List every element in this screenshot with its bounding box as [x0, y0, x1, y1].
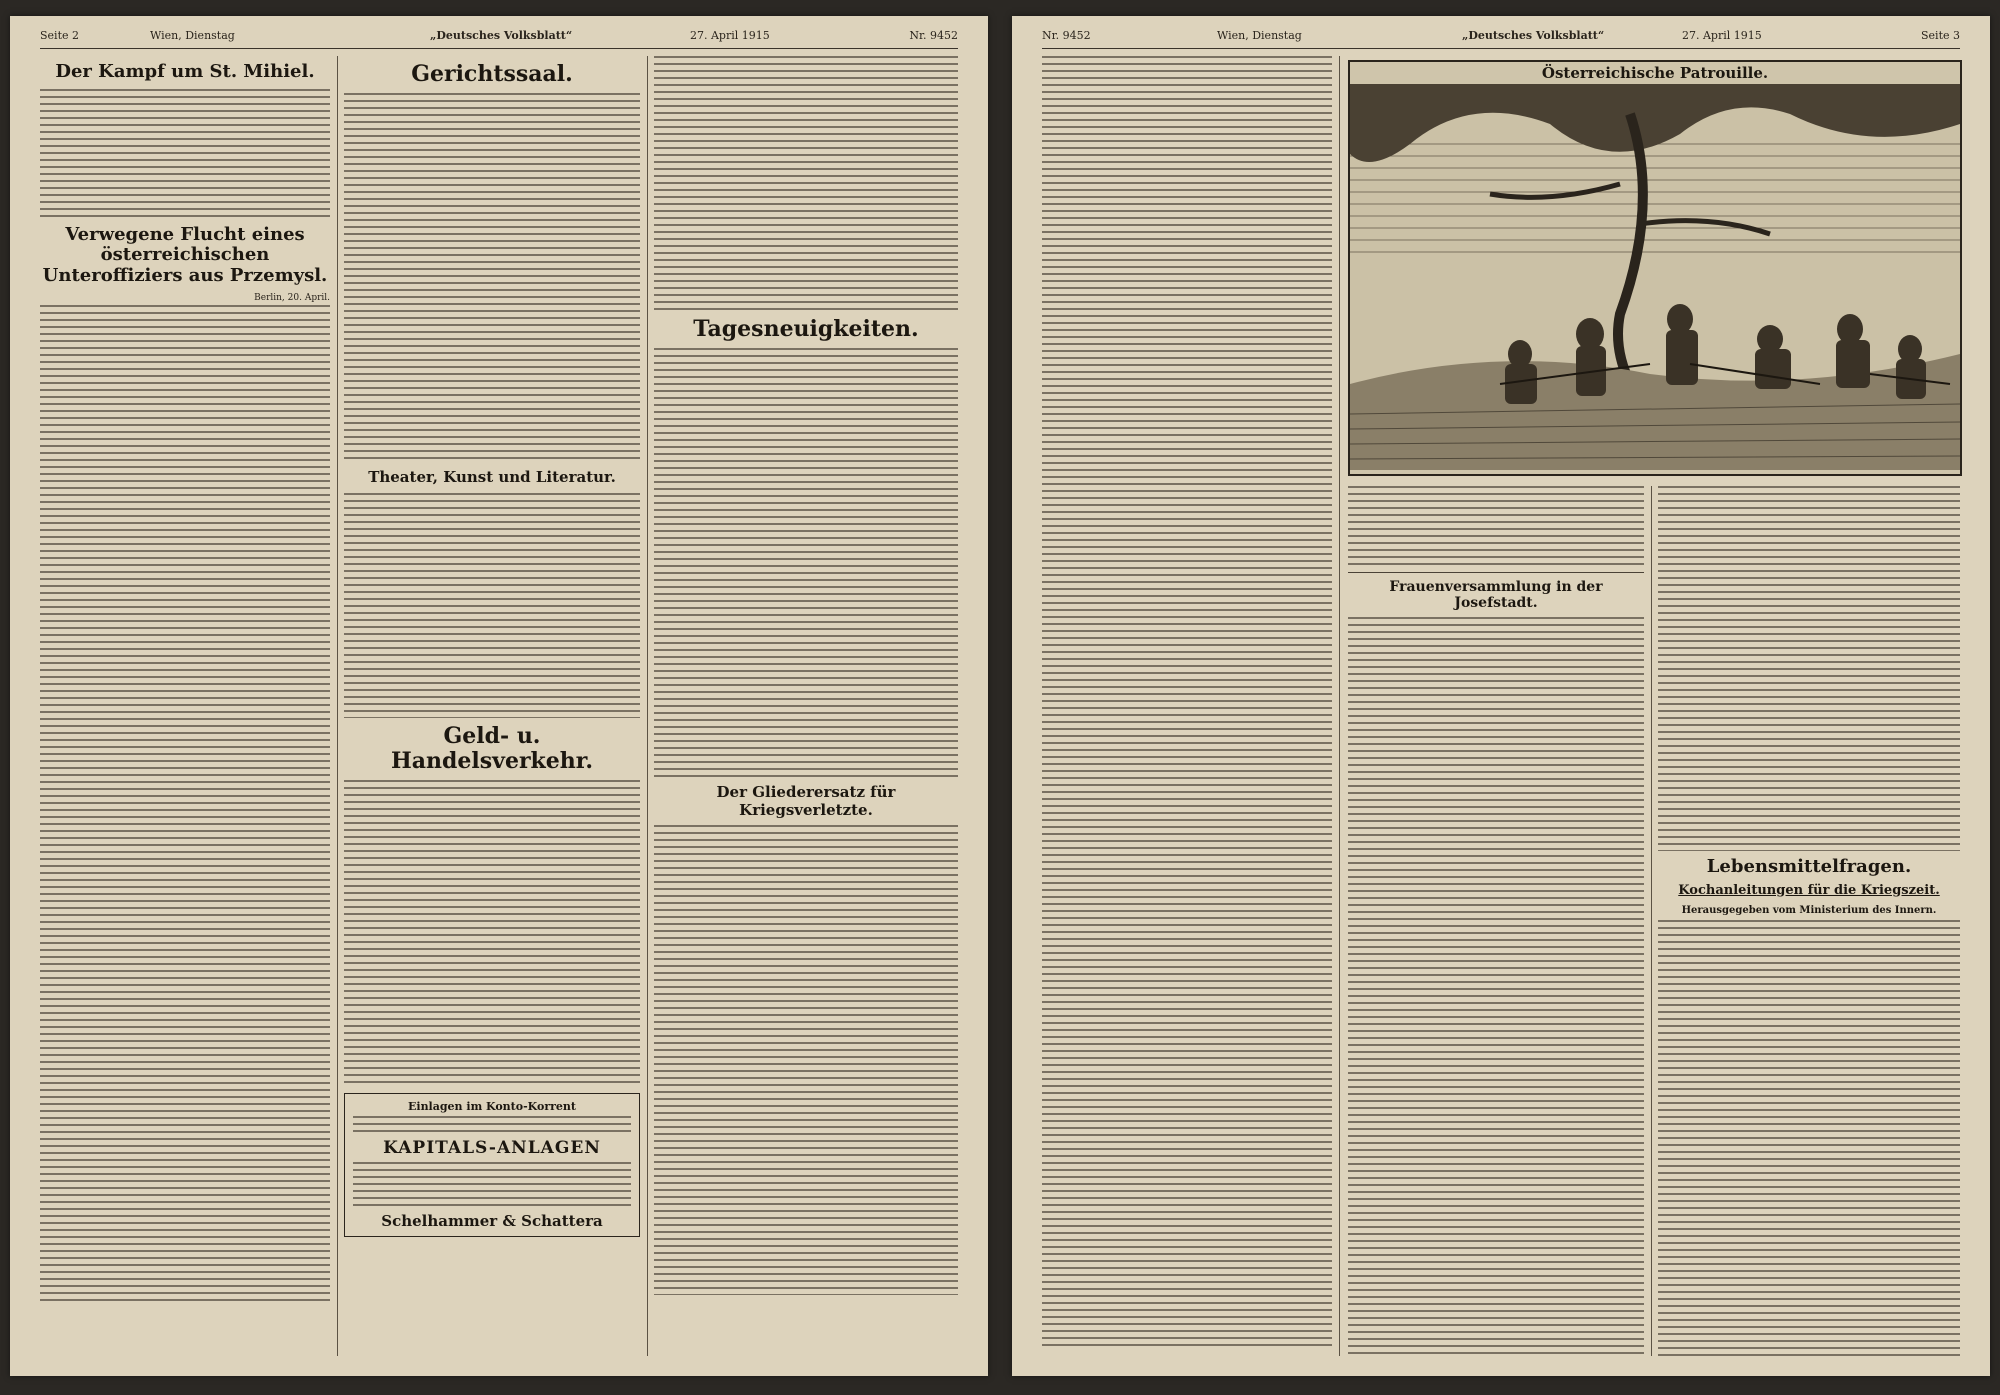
- article-text: [40, 89, 330, 219]
- right-column-1: [1042, 56, 1332, 1356]
- article-text: [1658, 920, 1960, 1356]
- right-page: [1012, 16, 1990, 1376]
- left-column-2: [344, 56, 640, 1356]
- place-date: Wien, Dienstag: [150, 29, 235, 42]
- section-headline: Lebensmittelfragen.: [1706, 856, 1912, 877]
- issue-number: Nr. 9452: [1042, 29, 1091, 42]
- place-date: Wien, Dienstag: [1217, 29, 1302, 42]
- paper-name: „Deutsches Volksblatt“: [430, 29, 573, 42]
- issue-date: 27. April 1915: [1682, 29, 1762, 42]
- dateline: Berlin, 20. April.: [254, 292, 330, 303]
- article-text: [1348, 617, 1644, 1356]
- separator: [1348, 572, 1644, 573]
- patrol-illustration: [1348, 60, 1962, 476]
- left-page: [10, 16, 988, 1376]
- section-headline: Geld- u. Handelsverkehr.: [391, 722, 593, 774]
- sub-caption: Herausgegeben vom Ministerium des Innern.: [1681, 904, 1937, 916]
- column-rule: [647, 56, 648, 1356]
- ad-text: [353, 1116, 631, 1134]
- paper-name: „Deutsches Volksblatt“: [1462, 29, 1605, 42]
- article-text: [344, 493, 640, 718]
- ad-line: KAPITALS-ANLAGEN: [383, 1138, 601, 1159]
- section-headline: Frauenversammlung in der Josefstadt.: [1389, 579, 1603, 612]
- right-column-2: [1348, 486, 1644, 1356]
- right-running-head: [1042, 26, 1960, 49]
- ad-line: Schelhammer & Schattera: [381, 1212, 603, 1231]
- article-text: [344, 780, 640, 1085]
- patrol-engraving: [1350, 84, 1960, 470]
- section-headline: Der Gliederersatz für Kriegsverletzte.: [716, 783, 896, 819]
- article-text: [654, 825, 958, 1295]
- left-column-3: [654, 56, 958, 1356]
- left-running-head: [40, 26, 958, 49]
- left-column-1: [40, 56, 330, 1356]
- column-rule: [337, 56, 338, 1356]
- page-label: Seite 3: [1921, 29, 1960, 42]
- section-headline: Gerichtssaal.: [411, 61, 573, 87]
- bank-advertisement: [344, 1093, 640, 1237]
- article-text: [1348, 486, 1644, 566]
- article-text: [1658, 486, 1960, 851]
- column-rule: [1651, 486, 1652, 1356]
- illustration-title: Österreichische Patrouille.: [1541, 64, 1769, 82]
- article-headline: Der Kampf um St. Mihiel.: [55, 61, 315, 82]
- article-text: [40, 305, 330, 1305]
- ad-text: [353, 1162, 631, 1208]
- article-text: [654, 348, 958, 778]
- section-headline: Theater, Kunst und Literatur.: [368, 468, 616, 487]
- ad-line: Einlagen im Konto-Korrent: [408, 1100, 576, 1114]
- article-text: [654, 56, 958, 311]
- article-headline: Verwegene Flucht eines österreichischen Unteroffiziers aus Przemysl.: [42, 223, 328, 287]
- sub-headline: Kochanleitungen für die Kriegszeit.: [1678, 882, 1940, 898]
- column-rule: [1339, 56, 1340, 1356]
- issue-number: Nr. 9452: [909, 29, 958, 42]
- issue-date: 27. April 1915: [690, 29, 770, 42]
- right-column-3: [1658, 486, 1960, 1356]
- article-text: [1042, 56, 1332, 1346]
- page-label: Seite 2: [40, 29, 79, 42]
- section-headline: Tagesneuigkeiten.: [693, 316, 919, 342]
- article-text: [344, 93, 640, 463]
